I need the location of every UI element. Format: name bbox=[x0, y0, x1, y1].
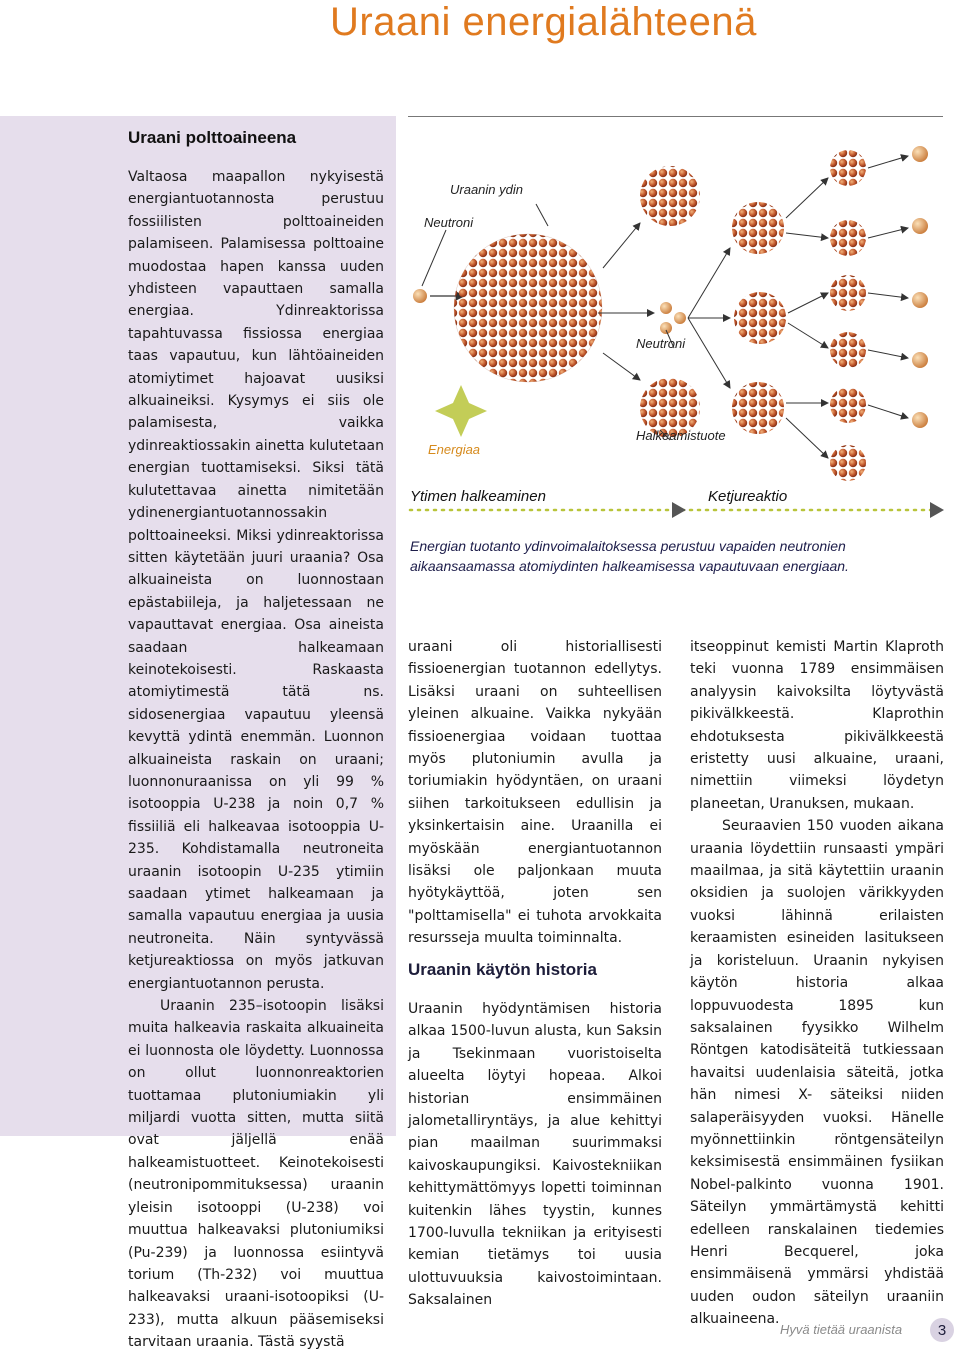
outer-neutron-3 bbox=[912, 292, 928, 308]
label-energiaa: Energiaa bbox=[428, 442, 481, 457]
outer-neutron-2 bbox=[912, 218, 928, 234]
history-heading: Uraanin käytön historia bbox=[408, 960, 597, 979]
column-2-history bbox=[408, 998, 662, 1312]
third-nucleus-2 bbox=[830, 220, 866, 256]
sidebar-heading: Uraani polttoaineena bbox=[128, 128, 297, 147]
second-nucleus-bottom bbox=[732, 382, 784, 434]
third-nucleus-6 bbox=[830, 445, 866, 481]
third-nucleus-5 bbox=[830, 387, 866, 423]
diagram-caption: Energian tuotanto ydinvoimalaitoksessa perustuu vapaiden neutronien aikaansaamassa atomiydinten halkeamisessa vapautuvaan energiaan. bbox=[410, 538, 849, 574]
incoming-neutron bbox=[413, 289, 427, 303]
energy-flash bbox=[435, 385, 487, 437]
column-3 bbox=[690, 636, 944, 1331]
label-ytimen-halkeaminen: Ytimen halkeaminen bbox=[410, 488, 546, 505]
third-nucleus-3 bbox=[830, 275, 866, 311]
column-2-history-text: Uraanin hyödyntämisen historia alkaa 1500-luvun alusta, kun Saksin ja Tsekinmaan vuoristoiselta alueelta löytyi hopeaa. Alkoi historian ensimmäinen jalometalliryntäys, ja alue kehittyi pian maailman suurimmaksi kaivoskaupungiksi. Kaivostekniikan kehittymättömyys lopetti toiminnan kuitenkin lähes tyystin, kunnes 1700-luvulla tekniikan ja erityisesti kemian tietämys toi uusia ulottuvuuksia kaivostoimintaan. Saksalainen bbox=[408, 1001, 662, 1309]
column-3-paragraph-2: Seuraavien 150 vuoden aikana uraania löydettiin runsaasti ympäri maailmaa, ja sitä käytettiin uraanin oksidien ja suolojen värikkyyden vuoksi lähinnä erilaisten keraamisten esineiden lasitukseen ja koristeluun. Uraanin nykyisen käytön historia alkaa loppuvuodesta 1895 kun saksalainen fyysikko Wilhelm Röntgen katodisäteitä tutkiessaan havaitsi uudenlaisia säteitä, jotka hän nimesi X- säteiksi niiden salaperäisyyden vuoksi. Hänelle myönnettiinkin röntgensäteilyn keksimisestä ensimmäinen fysiikan Nobel-palkinto vuonna 1901. Säteilyn ymmärtämystä kehitti edelleen ranskalainen tiedemies Henri Becquerel, joka ensimmäisenä ymmärsi yhdistää uuden oudon säteilyn uraaniin alkuaineena. bbox=[690, 818, 944, 1328]
column-3-paragraph-1: itseoppinut kemisti Martin Klaproth teki vuonna 1789 ensimmäisen analyysin kaivoksilta löytyvästä pikivälkkeestä. Klaprothin ehdotuksesta pikivälkkeestä eristetty uusi alkuaine, uraani, nimettiin viimeksi löydetyn planeetan, Uranuksen, mukaan. bbox=[690, 639, 944, 812]
second-nucleus-top bbox=[732, 202, 784, 254]
released-neutron-3 bbox=[674, 312, 686, 324]
divider-line bbox=[408, 116, 943, 117]
fission-illustration bbox=[408, 118, 948, 530]
timeline-arrow-end bbox=[930, 502, 944, 518]
third-nucleus-1 bbox=[830, 150, 866, 186]
fission-diagram bbox=[408, 118, 948, 530]
sidebar-paragraph-1: Valtaosa maapallon nykyisestä energiantuotannosta perustuu fossiilisten polttoaineiden palamiseen. Palamisessa polttoaine muodostaa hapen kanssa uuden yhdisteen vapauttaen samalla energiaa. Ydinreaktorissa tapahtuvassa fissiossa energiaa taas vapautuu, kun lähtöaineiden atomiytimet hajoavat uusiksi alkuaineiksi. Kysymys ei siis ole palamisesta, vaikka ydinreaktiossakin ainetta kulutetaan energian tuottamiseksi. Siksi tätä kulutettavaa ainetta nimitetään ydinenergiantuotannossakin polttoaineeksi. Miksi ydinreaktorissa sitten käytetään juuri uraania? Osa alkuaineista on luonnostaan epästabiileja, ja haljetessaan ne vapauttavat energiaa. Osa aineista saadaan halkeamaan keinotekoisesti. Raskaasta atomiytimestä tätä ns. sidosenergiaa vapautuu yleensä kevyttä ydintä enemmän. Luonnon alkuaineista raskain on uraani; luonnonuraanissa on yli 99 % isotooppia U-238 ja noin 0,7 % fissiiliä eli halkeavaa isotooppia U-235. Kohdistamalla neutroneita uraanin isotoopin U-235 ytimiin saadaan ytimet halkeamaan ja samalla vapautuu energiaa ja uusia neutroneita. Näin syntyvässä ketjureaktiossa on myös jatkuvan energiantuotannon perusta. bbox=[128, 169, 385, 992]
column-2 bbox=[408, 636, 662, 950]
outer-neutron-5 bbox=[912, 412, 928, 428]
page-title: Uraani energialähteenä bbox=[330, 0, 757, 44]
sidebar-paragraph-2: Uraanin 235–isotoopin lisäksi muita halkeavia raskaita alkuaineita ei luonnosta ole löydetty. Luonnossa on ollut luonnonreaktorien tuottamaa plutoniumiakin yli miljardi vuotta sitten, mutta siitä ovat jäljellä enää halkeamistuotteet. Keinotekoisesti (neutronipommituksessa) uraanin yleisin isotooppi (U-238) voi muuttua halkeavaksi plutoniumiksi (Pu-239) ja luonnossa esiintyvä torium (Th-232) voi muuttua halkeavaksi uraani-isotoopiksi (U-233), mutta alkuun pääsemiseksi tarvitaan uraania. Tästä syystä bbox=[128, 998, 384, 1351]
released-neutron-2 bbox=[660, 322, 672, 334]
footer-text: Hyvä tietää uraanista bbox=[780, 1322, 903, 1337]
label-neutroni-left: Neutroni bbox=[424, 215, 474, 230]
outer-neutron-4 bbox=[912, 352, 928, 368]
released-neutron-1 bbox=[660, 302, 672, 314]
outer-neutron-1 bbox=[912, 146, 928, 162]
label-neutroni-mid: Neutroni bbox=[636, 336, 686, 351]
second-nucleus-mid bbox=[734, 292, 786, 344]
label-ketjureaktio: Ketjureaktio bbox=[708, 488, 788, 505]
label-uraanin-ydin: Uraanin ydin bbox=[450, 182, 523, 197]
timeline-arrow-mid bbox=[672, 502, 686, 518]
sidebar-text bbox=[128, 166, 384, 1354]
column-2-intro: uraani oli historiallisesti fissioenergian tuotannon edellytys. Lisäksi uraani on suhteellisen yleinen alkuaine. Vaikka nykyään fissioenergiaa voidaan tuottaa myös plutoniumin avulla ja toriumiakin hyödyntäen, on uraani siihen tarkoitukseen edullisin ja yksinkertaisin aine. Uraanilla ei myöskään energiantuotannon lisäksi ole paljonkaan muuta hyötykäyttöä, joten sen "polttamisella" ei tuhota arvokkaita resursseja muulta toiminnalta. bbox=[408, 639, 662, 947]
label-halkeamistuote: Halkeamistuote bbox=[636, 428, 726, 443]
page-number: 3 bbox=[930, 1318, 954, 1342]
fission-fragment-upper bbox=[640, 166, 700, 226]
uranium-nucleus bbox=[454, 234, 602, 382]
third-nucleus-4 bbox=[830, 332, 866, 368]
